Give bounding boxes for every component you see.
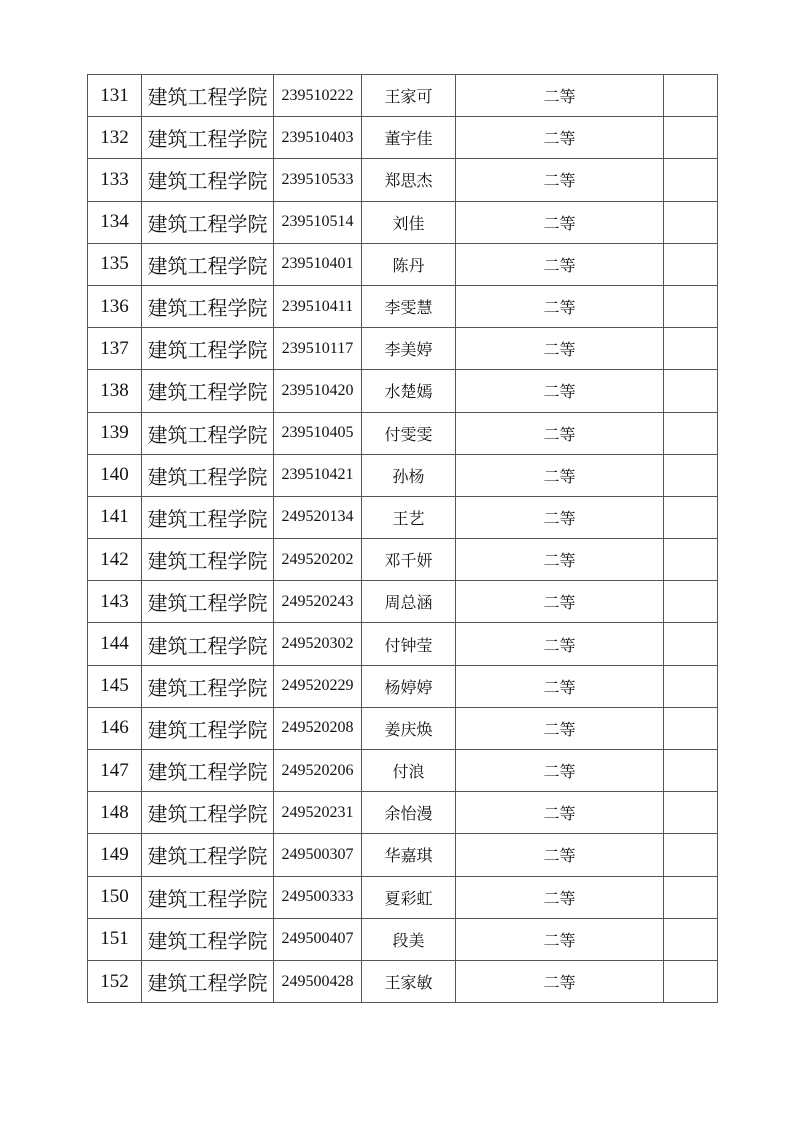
cell-name: 周总涵 — [362, 581, 456, 623]
cell-award: 二等 — [456, 285, 664, 327]
table-row — [88, 75, 718, 117]
cell-index: 135 — [88, 243, 142, 285]
table-row — [88, 539, 718, 581]
cell-college: 建筑工程学院 — [142, 834, 274, 876]
cell-index: 137 — [88, 328, 142, 370]
cell-college: 建筑工程学院 — [142, 454, 274, 496]
cell-student_id: 249520229 — [274, 665, 362, 707]
cell-name: 余怡漫 — [362, 792, 456, 834]
cell-student_id: 239510403 — [274, 117, 362, 159]
cell-index: 146 — [88, 707, 142, 749]
cell-award: 二等 — [456, 876, 664, 918]
cell-name: 付浪 — [362, 750, 456, 792]
cell-award: 二等 — [456, 75, 664, 117]
cell-blank — [664, 328, 718, 370]
cell-student_id: 239510222 — [274, 75, 362, 117]
cell-blank — [664, 581, 718, 623]
cell-index: 141 — [88, 496, 142, 538]
table-row — [88, 412, 718, 454]
cell-student_id: 249500333 — [274, 876, 362, 918]
cell-name: 刘佳 — [362, 201, 456, 243]
cell-blank — [664, 539, 718, 581]
cell-index: 149 — [88, 834, 142, 876]
cell-college: 建筑工程学院 — [142, 243, 274, 285]
cell-student_id: 249520202 — [274, 539, 362, 581]
cell-name: 孙杨 — [362, 454, 456, 496]
table-row — [88, 623, 718, 665]
cell-student_id: 249520243 — [274, 581, 362, 623]
table-row — [88, 707, 718, 749]
cell-name: 付雯雯 — [362, 412, 456, 454]
cell-name: 董宇佳 — [362, 117, 456, 159]
cell-award: 二等 — [456, 539, 664, 581]
cell-college: 建筑工程学院 — [142, 117, 274, 159]
cell-name: 华嘉琪 — [362, 834, 456, 876]
table-row — [88, 665, 718, 707]
cell-index: 132 — [88, 117, 142, 159]
table-row — [88, 117, 718, 159]
table-row — [88, 834, 718, 876]
cell-student_id: 249520134 — [274, 496, 362, 538]
cell-blank — [664, 960, 718, 1002]
cell-index: 150 — [88, 876, 142, 918]
table-row — [88, 454, 718, 496]
table-row — [88, 328, 718, 370]
table-row — [88, 285, 718, 327]
cell-index: 151 — [88, 918, 142, 960]
cell-award: 二等 — [456, 201, 664, 243]
cell-college: 建筑工程学院 — [142, 960, 274, 1002]
cell-blank — [664, 750, 718, 792]
cell-college: 建筑工程学院 — [142, 496, 274, 538]
cell-student_id: 249500407 — [274, 918, 362, 960]
cell-student_id: 249500428 — [274, 960, 362, 1002]
cell-name: 邓千妍 — [362, 539, 456, 581]
cell-award: 二等 — [456, 750, 664, 792]
cell-index: 147 — [88, 750, 142, 792]
cell-blank — [664, 707, 718, 749]
cell-name: 李雯慧 — [362, 285, 456, 327]
cell-college: 建筑工程学院 — [142, 328, 274, 370]
cell-college: 建筑工程学院 — [142, 370, 274, 412]
cell-award: 二等 — [456, 581, 664, 623]
cell-name: 王艺 — [362, 496, 456, 538]
cell-index: 142 — [88, 539, 142, 581]
cell-award: 二等 — [456, 918, 664, 960]
cell-student_id: 239510117 — [274, 328, 362, 370]
cell-name: 王家可 — [362, 75, 456, 117]
cell-name: 陈丹 — [362, 243, 456, 285]
cell-blank — [664, 665, 718, 707]
cell-blank — [664, 370, 718, 412]
cell-college: 建筑工程学院 — [142, 201, 274, 243]
cell-award: 二等 — [456, 328, 664, 370]
table-row — [88, 159, 718, 201]
table-row — [88, 581, 718, 623]
cell-name: 郑思杰 — [362, 159, 456, 201]
cell-student_id: 239510401 — [274, 243, 362, 285]
cell-blank — [664, 792, 718, 834]
cell-blank — [664, 623, 718, 665]
cell-index: 133 — [88, 159, 142, 201]
cell-college: 建筑工程学院 — [142, 792, 274, 834]
cell-blank — [664, 243, 718, 285]
cell-blank — [664, 496, 718, 538]
cell-name: 王家敏 — [362, 960, 456, 1002]
cell-award: 二等 — [456, 496, 664, 538]
cell-blank — [664, 834, 718, 876]
cell-student_id: 239510405 — [274, 412, 362, 454]
table-row — [88, 201, 718, 243]
cell-blank — [664, 918, 718, 960]
cell-student_id: 239510421 — [274, 454, 362, 496]
cell-index: 143 — [88, 581, 142, 623]
cell-college: 建筑工程学院 — [142, 750, 274, 792]
cell-college: 建筑工程学院 — [142, 918, 274, 960]
cell-award: 二等 — [456, 454, 664, 496]
cell-student_id: 249520206 — [274, 750, 362, 792]
cell-blank — [664, 876, 718, 918]
cell-blank — [664, 285, 718, 327]
award-table-body — [88, 75, 718, 1003]
cell-index: 145 — [88, 665, 142, 707]
cell-award: 二等 — [456, 117, 664, 159]
cell-college: 建筑工程学院 — [142, 665, 274, 707]
cell-award: 二等 — [456, 792, 664, 834]
cell-college: 建筑工程学院 — [142, 539, 274, 581]
cell-name: 水楚嫣 — [362, 370, 456, 412]
cell-college: 建筑工程学院 — [142, 75, 274, 117]
cell-blank — [664, 201, 718, 243]
cell-student_id: 239510514 — [274, 201, 362, 243]
table-row — [88, 918, 718, 960]
cell-college: 建筑工程学院 — [142, 285, 274, 327]
cell-index: 136 — [88, 285, 142, 327]
cell-student_id: 249520302 — [274, 623, 362, 665]
cell-index: 144 — [88, 623, 142, 665]
cell-award: 二等 — [456, 412, 664, 454]
table-row — [88, 960, 718, 1002]
cell-blank — [664, 159, 718, 201]
cell-index: 138 — [88, 370, 142, 412]
cell-name: 姜庆焕 — [362, 707, 456, 749]
cell-award: 二等 — [456, 665, 664, 707]
cell-college: 建筑工程学院 — [142, 159, 274, 201]
cell-student_id: 239510533 — [274, 159, 362, 201]
cell-student_id: 239510420 — [274, 370, 362, 412]
cell-student_id: 249520231 — [274, 792, 362, 834]
cell-award: 二等 — [456, 707, 664, 749]
cell-blank — [664, 117, 718, 159]
cell-award: 二等 — [456, 834, 664, 876]
cell-index: 139 — [88, 412, 142, 454]
cell-award: 二等 — [456, 370, 664, 412]
table-row — [88, 243, 718, 285]
cell-college: 建筑工程学院 — [142, 707, 274, 749]
table-row — [88, 750, 718, 792]
award-table — [87, 74, 718, 1003]
cell-award: 二等 — [456, 960, 664, 1002]
cell-award: 二等 — [456, 623, 664, 665]
cell-student_id: 249520208 — [274, 707, 362, 749]
table-row — [88, 370, 718, 412]
cell-college: 建筑工程学院 — [142, 412, 274, 454]
cell-name: 杨婷婷 — [362, 665, 456, 707]
cell-name: 李美婷 — [362, 328, 456, 370]
cell-award: 二等 — [456, 159, 664, 201]
cell-blank — [664, 75, 718, 117]
cell-student_id: 249500307 — [274, 834, 362, 876]
cell-college: 建筑工程学院 — [142, 623, 274, 665]
cell-index: 148 — [88, 792, 142, 834]
cell-college: 建筑工程学院 — [142, 581, 274, 623]
cell-name: 付钟莹 — [362, 623, 456, 665]
table-row — [88, 496, 718, 538]
cell-college: 建筑工程学院 — [142, 876, 274, 918]
cell-index: 152 — [88, 960, 142, 1002]
cell-blank — [664, 412, 718, 454]
cell-index: 131 — [88, 75, 142, 117]
cell-name: 段美 — [362, 918, 456, 960]
table-row — [88, 792, 718, 834]
cell-name: 夏彩虹 — [362, 876, 456, 918]
cell-index: 134 — [88, 201, 142, 243]
cell-blank — [664, 454, 718, 496]
cell-index: 140 — [88, 454, 142, 496]
cell-award: 二等 — [456, 243, 664, 285]
table-row — [88, 876, 718, 918]
cell-student_id: 239510411 — [274, 285, 362, 327]
